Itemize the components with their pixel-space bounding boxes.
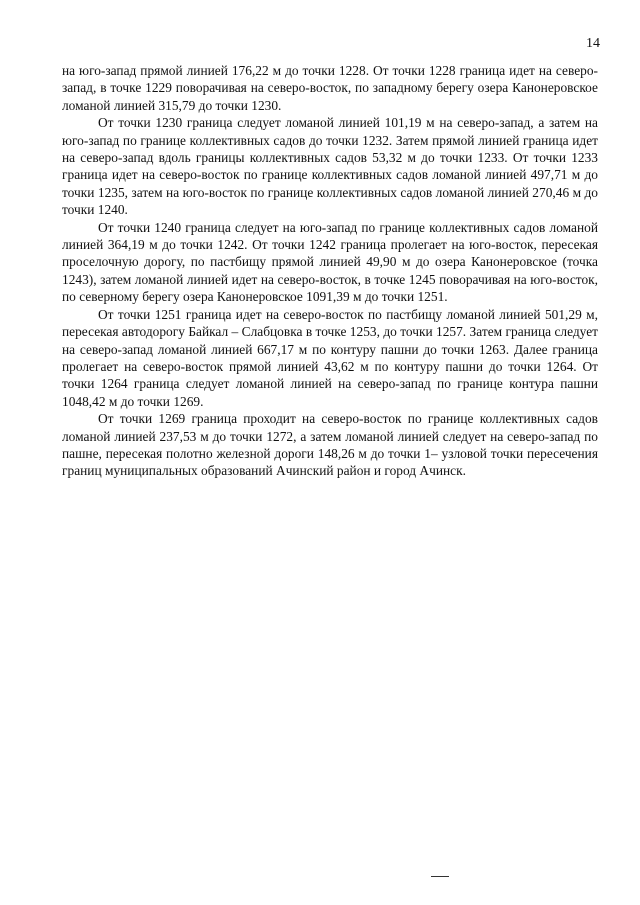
paragraph-point-1240: От точки 1240 граница следует на юго-запад по границе коллективных садов ломаной линией 364,19 м до точки 1242. От точки 1242 граница пролегает на юго-восток, пересекая проселочную дорогу, по пастбищу прямой линией 49,90 м до озера Канонеровское (точка 1243), затем ломаной линией идет на северо-восток, в точке 1245 поворачивая на юго-восток, по северному берегу озера Канонеровское 1091,39 м до точки 1251. xyxy=(62,219,598,305)
paragraph-point-1251: От точки 1251 граница идет на северо-восток по пастбищу ломаной линией 501,29 м, пересекая автодорогу Байкал – Слабцовка в точке 1253, до точки 1257. Затем граница следует на северо-запад ломаной линией 667,17 м по контуру пашни до точки 1263. Далее граница пролегает на северо-восток прямой линией 43,62 м по контуру пашни до точки 1264. От точки 1264 граница следует ломаной линией на северо-запад по границе контура пашни 1048,42 м до точки 1269. xyxy=(62,306,598,409)
paragraph-point-1230: От точки 1230 граница следует ломаной линией 101,19 м на северо-запад, а затем на юго-запад по границе коллективных садов до точки 1232. Затем прямой линией граница идет на северо-запад вдоль границы коллективных садов 53,32 м до точки 1233. От точки 1233 граница идет на северо-восток по границе коллективных садов ломаной линией 497,71 м до точки 1235, затем на юго-восток по границе коллективных садов ломаной линией 270,46 м до точки 1240. xyxy=(62,115,598,218)
page-number: 14 xyxy=(586,36,600,51)
paragraph-continuation: на юго-запад прямой линией 176,22 м до точки 1228. От точки 1228 граница идет на северо-запад, в точке 1229 поворачивая на северо-восток, по западному берегу озера Канонеровское ломаной линией 315,79 до точки 1230. xyxy=(62,63,598,113)
paragraph-point-1269: От точки 1269 граница проходит на северо-восток по границе коллективных садов ломаной линией 237,53 м до точки 1272, а затем ломаной линией следует на северо-запад по пашне, пересекая полотно железной дороги 148,26 м до точки 1– узловой точки пересечения границ муниципальных образований Ачинский район и город Ачинск. xyxy=(62,411,598,479)
footer-dash-mark xyxy=(431,876,449,877)
document-body xyxy=(62,62,598,480)
